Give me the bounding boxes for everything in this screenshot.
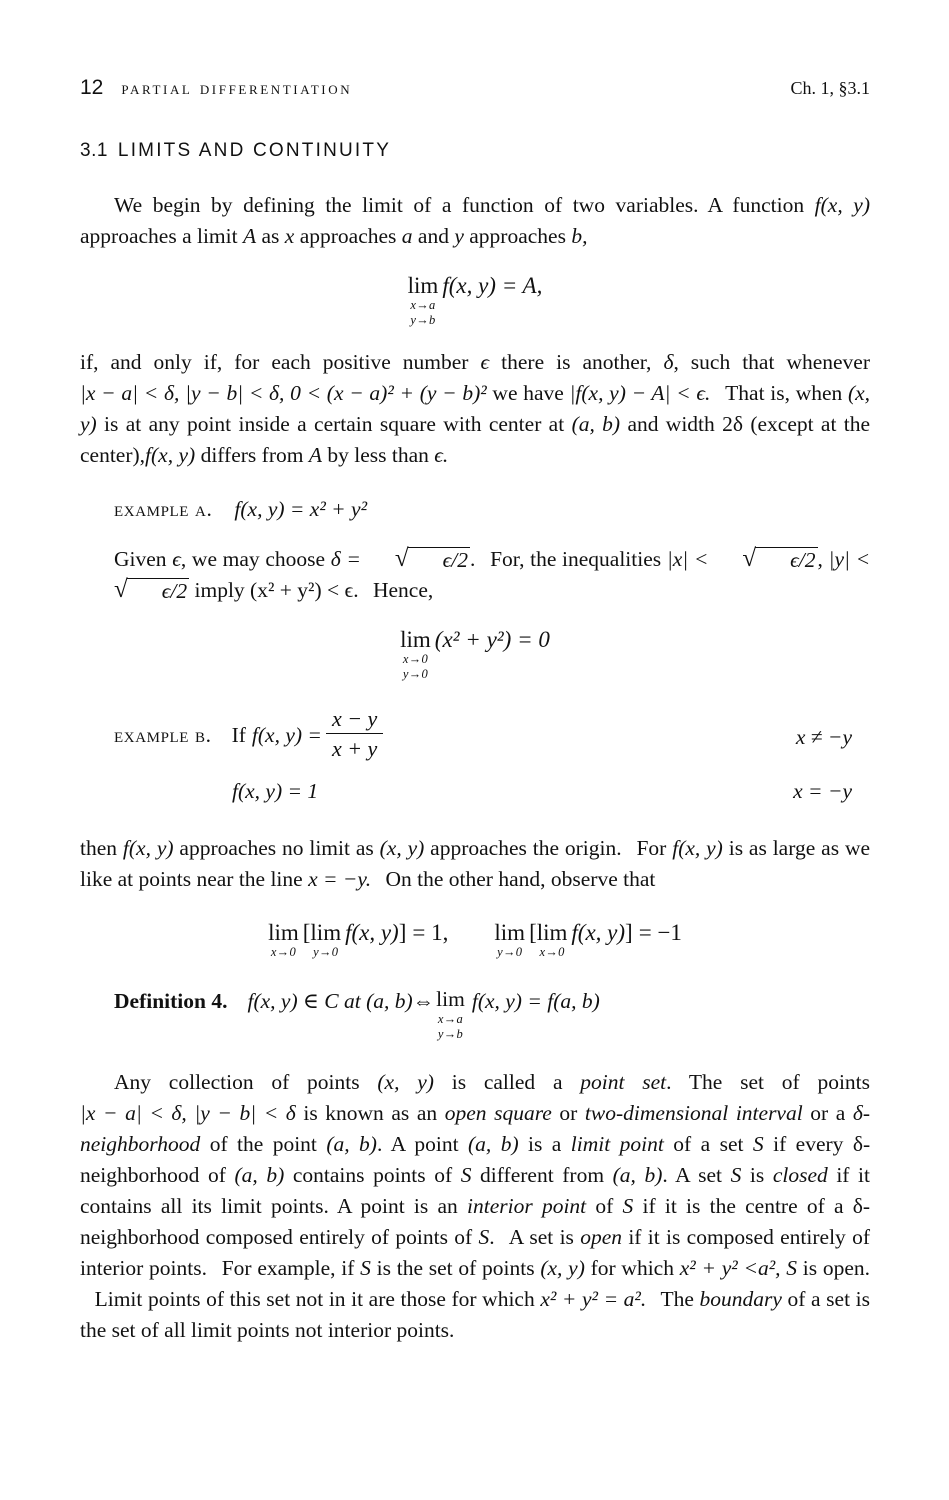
- intro-text-3: approaches a limit: [80, 224, 238, 248]
- ps-set-S-3: S: [730, 1162, 742, 1187]
- square-root-3: [80, 578, 189, 603]
- iterated-body: f(x, y): [571, 920, 626, 945]
- limit-A: A: [308, 443, 322, 467]
- paragraph-example-a: Given ϵ, we may choose δ = √ ϵ/2 . For, the inequalities |x| < √ ϵ/2 , |y| < √ ϵ/2 imply (x² + y²) < ϵ. Hence,: [80, 544, 870, 606]
- example-b-value: f(x, y) = 1: [232, 779, 319, 803]
- bracket-close: ]: [398, 920, 407, 945]
- ed-text-9: by less than: [327, 443, 429, 467]
- exa-epsilon: ϵ: [172, 547, 181, 571]
- exa-text-4: imply (x² + y²) < ϵ.: [194, 578, 359, 602]
- ps-text-9: is a: [528, 1131, 562, 1156]
- iterated-limit-second: [494, 921, 682, 959]
- ed-text-4: we have: [492, 381, 564, 405]
- ps-text-27: Limit points of this set not in it are those for which: [94, 1286, 535, 1311]
- section-number: 3.1: [80, 140, 108, 161]
- example-b-condition-1: x ≠ −y: [795, 725, 852, 749]
- ps-set-S-5: S: [478, 1224, 490, 1249]
- intro-var-a: a: [401, 224, 413, 248]
- intro-text-7: approaches: [469, 224, 566, 248]
- equation-body: (x² + y²) = 0: [434, 627, 550, 652]
- bracket-close: ]: [625, 920, 633, 945]
- definition-statement-pre: f(x, y) ∈ C at (a, b)⇔: [247, 989, 435, 1013]
- intro-var-x: x: [284, 224, 295, 248]
- exb-text-2: approaches no limit as: [179, 836, 374, 860]
- inequality-4: |f(x, y) − A| < ϵ.: [569, 381, 711, 405]
- ps-set-S-7: S: [786, 1255, 798, 1280]
- intro-function: f(x, y): [814, 193, 870, 217]
- epsilon-symbol: ϵ: [480, 350, 490, 374]
- running-head-title: partial differentiation: [121, 78, 353, 99]
- term-closed: closed: [772, 1162, 828, 1187]
- ps-text-6: or a: [810, 1100, 846, 1125]
- function-fxy: f(x, y): [145, 443, 196, 467]
- ps-text-12: contains points of: [292, 1162, 453, 1187]
- ps-text-26: is open.: [802, 1255, 871, 1280]
- example-b-block: [80, 707, 870, 769]
- paragraph-epsilon-delta: [80, 347, 870, 471]
- outer-limit-operator: [268, 921, 299, 959]
- exa-abs-x: |x| <: [666, 547, 709, 571]
- ps-inequality-2: x² + y² <a²,: [679, 1255, 781, 1280]
- square-root-2: [708, 547, 817, 572]
- definition-label: Definition 4.: [114, 989, 228, 1013]
- iterated-result: = −1: [638, 920, 682, 945]
- intro-var-b: b,: [571, 224, 588, 248]
- ps-inequality-3: x² + y² = a².: [540, 1286, 647, 1311]
- example-b-block-2: [80, 779, 870, 819]
- ps-text-18: of: [595, 1193, 614, 1218]
- exb-point: (x, y): [379, 836, 425, 860]
- page-number: 12: [80, 76, 104, 99]
- ps-text-7: of the point: [209, 1131, 317, 1156]
- lim-label: lim: [400, 627, 431, 652]
- section-heading: [80, 140, 870, 162]
- equation-row: [80, 628, 870, 681]
- exb-text-4: For: [636, 836, 667, 860]
- intro-text-4: as: [261, 224, 280, 248]
- ps-point-xy: (x, y): [377, 1069, 434, 1094]
- point-xy: (x, y): [80, 381, 871, 436]
- lim-label: lim: [310, 920, 342, 945]
- limit-operator: [408, 274, 439, 327]
- ps-text-10: of a set: [673, 1131, 744, 1156]
- exa-period: .: [470, 547, 476, 571]
- exa-abs-y: |y| <: [828, 547, 871, 571]
- lim-label: lim: [268, 920, 299, 945]
- example-b-function: f(x, y) =: [251, 722, 322, 747]
- chapter-reference: Ch. 1, §3.1: [790, 78, 870, 98]
- example-b-condition-2: x = −y: [793, 779, 852, 803]
- ps-set-S-1: S: [752, 1131, 764, 1156]
- example-a-label: example a.: [114, 497, 213, 521]
- term-open: open: [580, 1224, 623, 1249]
- fraction-denominator: x + y: [326, 733, 383, 762]
- ed-text-7: and width 2δ (except at the center),: [80, 412, 871, 467]
- lim-label: lim: [536, 920, 568, 945]
- ps-set-S-4: S: [622, 1193, 634, 1218]
- example-b-if: If: [231, 722, 246, 747]
- exa-text-5: Hence,: [372, 578, 434, 602]
- intro-sentence-2: A function: [707, 193, 805, 217]
- ps-inequality: |x − a| < δ, |y − b| < δ: [80, 1100, 296, 1125]
- ps-text-14: . A set: [662, 1162, 722, 1187]
- ps-text-23: For example, if: [221, 1255, 355, 1280]
- example-b-line-2: [232, 779, 870, 804]
- example-a-equation: f(x, y) = x² + y²: [234, 497, 368, 521]
- ps-text-19: if it is the centre of a δ-neighborhood composed entirely of points of: [80, 1193, 871, 1249]
- ps-text-13: different from: [480, 1162, 605, 1187]
- delta-symbol: δ: [663, 350, 674, 374]
- inequality-2: |y − b| < δ,: [185, 381, 285, 405]
- square-root-1: [361, 547, 470, 572]
- ps-text-15: is: [749, 1162, 765, 1187]
- exb-text-5: is as large as we like at points near the line: [80, 836, 871, 891]
- ps-text-4: is known as an: [303, 1100, 438, 1125]
- ps-point-ab-4: (a, b): [612, 1162, 663, 1187]
- equation-limit-A: [80, 274, 870, 327]
- lim-label: lim: [494, 920, 526, 945]
- lim-subscript: y→0: [497, 945, 523, 959]
- intro-limit-A: A: [242, 224, 257, 248]
- lim-subscript-2: y→b: [410, 313, 436, 327]
- ps-text-3: . The set of points: [666, 1069, 871, 1094]
- section-title: LIMITS AND CONTINUITY: [117, 140, 392, 161]
- exa-text-1: Given: [114, 547, 167, 571]
- iterated-body: f(x, y): [345, 920, 399, 945]
- ed-text-1: if, and only if, for each positive number: [80, 350, 469, 374]
- ed-text-3: , such that whenever: [673, 350, 871, 374]
- running-head-left: [80, 76, 352, 100]
- exb-line-eq: x = −y.: [308, 867, 372, 891]
- bracket-open: [: [302, 920, 311, 945]
- lim-subscript-1: x→a: [437, 1011, 464, 1026]
- definition-4: [114, 989, 870, 1041]
- ed-text-8: differs from: [200, 443, 304, 467]
- exb-text-1: then: [80, 836, 118, 860]
- lim-label: lim: [436, 987, 465, 1011]
- radical-sign-icon: √: [742, 545, 757, 572]
- bracket-open: [: [529, 920, 537, 945]
- intro-sentence-1: We begin by defining the limit of a function of two variables.: [114, 193, 699, 217]
- ed-text-2: there is another,: [501, 350, 652, 374]
- term-interior-point: interior point: [467, 1193, 587, 1218]
- ps-point-ab-2: (a, b): [467, 1131, 519, 1156]
- equation-iterated-limits: [80, 921, 870, 959]
- inequality-1: |x − a| < δ,: [80, 381, 180, 405]
- fraction-x-minus-y-over-x-plus-y: [326, 706, 383, 762]
- ps-text-16: if it contains all its limit points.: [80, 1162, 870, 1218]
- ps-text-28: The: [660, 1286, 694, 1311]
- ps-point-ab-3: (a, b): [234, 1162, 285, 1187]
- ps-text-11: if every δ-neighborhood of: [80, 1131, 871, 1187]
- ps-text-21: A set is: [508, 1224, 574, 1249]
- ed-text-5: That is, when: [725, 381, 843, 405]
- exb-fn-2: f(x, y): [672, 836, 723, 860]
- ps-text-17: A point is an: [336, 1193, 458, 1218]
- radical-sign-icon: √: [394, 545, 409, 572]
- term-delta-neighborhood: δ-neighborhood: [80, 1100, 871, 1156]
- exa-delta-equals: δ =: [330, 547, 361, 571]
- point-ab: (a, b): [571, 412, 621, 436]
- example-b-line-1: [114, 707, 870, 763]
- example-b-label: example b.: [114, 722, 212, 747]
- running-head: [80, 76, 870, 100]
- radicand-1: ϵ/2: [408, 547, 470, 572]
- exb-fn-1: f(x, y): [122, 836, 174, 860]
- ps-point-ab-1: (a, b): [326, 1131, 377, 1156]
- ps-text-22: if it is composed entirely of interior points.: [80, 1224, 871, 1280]
- ps-text-24: is the set of points: [376, 1255, 535, 1280]
- exa-text-3: For, the inequalities: [490, 547, 662, 571]
- ps-text-20: .: [489, 1224, 495, 1249]
- intro-text-6: and: [417, 224, 449, 248]
- radicand-3: ϵ/2: [127, 578, 189, 603]
- fraction-numerator: x − y: [331, 706, 378, 731]
- ps-text-1: Any collection of points: [114, 1069, 360, 1094]
- paragraph-example-b: [80, 833, 870, 895]
- ps-text-25: for which: [590, 1255, 674, 1280]
- lim-subscript: x→0: [270, 945, 297, 959]
- term-open-square: open square: [444, 1100, 552, 1125]
- iterated-result: = 1,: [412, 920, 449, 945]
- exa-text-2: , we may choose: [180, 547, 326, 571]
- intro-text-5: approaches: [299, 224, 397, 248]
- ps-set-S-2: S: [460, 1162, 472, 1187]
- lim-subscript-2: y→b: [437, 1026, 464, 1041]
- paragraph-intro: [80, 190, 870, 252]
- equation-limit-zero: [80, 628, 870, 681]
- ps-text-8: . A point: [376, 1131, 459, 1156]
- equation-body: f(x, y) = A,: [442, 273, 543, 298]
- iterated-limit-first: [268, 921, 448, 959]
- ps-set-S-6: S: [360, 1255, 371, 1280]
- inner-limit-operator: [537, 921, 568, 959]
- exb-text-6: On the other hand, observe that: [385, 867, 656, 891]
- ps-text-2: is called a: [451, 1069, 563, 1094]
- definition-statement-post: f(x, y) = f(a, b): [471, 989, 600, 1013]
- inequality-3: 0 < (x − a)² + (y − b)²: [290, 381, 487, 405]
- exb-text-3: approaches the origin.: [430, 836, 622, 860]
- inner-limit-operator: [310, 921, 341, 959]
- ps-text-5: or: [559, 1100, 578, 1125]
- radical-sign-icon: √: [114, 576, 128, 603]
- lim-label: lim: [407, 273, 439, 298]
- ps-point-xy-2: (x, y): [540, 1255, 585, 1280]
- ps-text-29: of a set is the set of all limit points not interior points.: [80, 1286, 870, 1342]
- equation-row: [80, 274, 870, 327]
- radicand-2: ϵ/2: [755, 547, 817, 572]
- term-two-dimensional-interval: two-dimensional interval: [584, 1100, 803, 1125]
- lim-subscript: y→0: [313, 945, 339, 959]
- term-limit-point: limit point: [570, 1131, 664, 1156]
- epsilon-symbol-2: ϵ.: [434, 443, 449, 467]
- page-content: [80, 76, 870, 1346]
- term-point-set: point set: [580, 1069, 667, 1094]
- intro-var-y: y: [454, 224, 464, 248]
- outer-limit-operator: [494, 921, 525, 959]
- lim-subscript-2: y→0: [402, 667, 429, 681]
- lim-subscript: x→0: [539, 945, 565, 959]
- example-a-heading: [114, 497, 870, 522]
- ed-text-6: is at any point inside a certain square with center at: [104, 412, 565, 436]
- paragraph-point-sets: [80, 1067, 870, 1346]
- lim-subscript-1: x→a: [410, 298, 436, 312]
- lim-subscript-1: x→0: [402, 652, 429, 666]
- limit-operator: [400, 628, 431, 681]
- definition-limit-operator: [436, 989, 465, 1041]
- term-boundary: boundary: [699, 1286, 782, 1311]
